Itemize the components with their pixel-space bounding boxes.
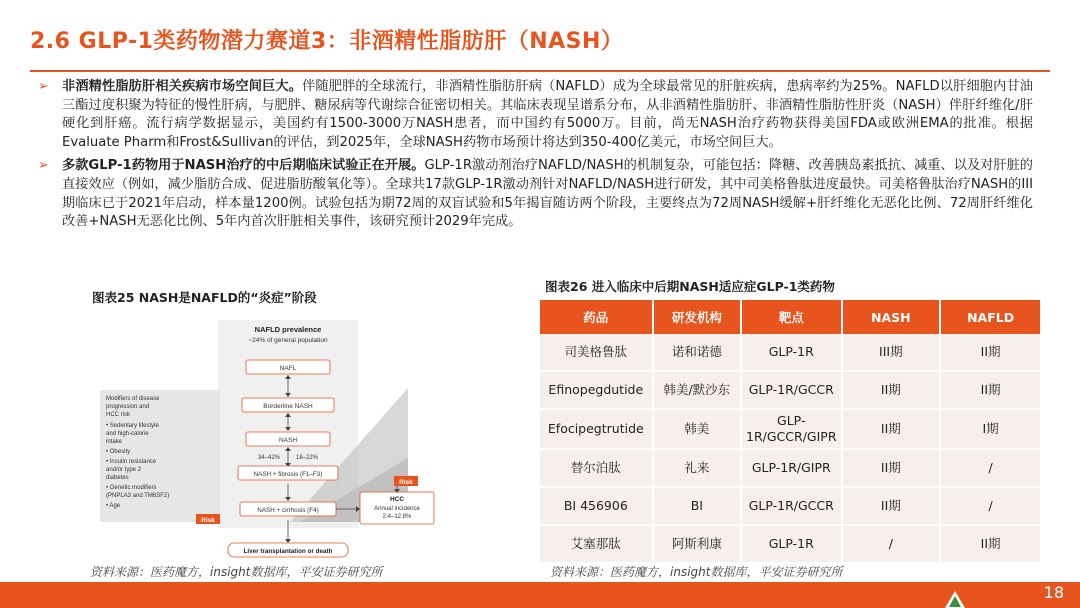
stage-label: NASH + fibrosis (F1–F3) bbox=[253, 471, 323, 478]
table-cell: GLP-1R/GCCR/GIPR bbox=[742, 410, 842, 450]
table-header-cell: 研发机构 bbox=[654, 300, 742, 334]
table-cell: / bbox=[941, 488, 1040, 526]
glp1-nash-drug-table bbox=[540, 300, 1040, 564]
table-row bbox=[540, 488, 1040, 526]
table-header-row bbox=[540, 300, 1040, 334]
stage-label: NASH bbox=[278, 437, 298, 444]
table-cell: GLP-1R bbox=[742, 334, 842, 372]
table-cell: II期 bbox=[941, 526, 1040, 564]
table-row bbox=[540, 334, 1040, 372]
arrow-bullet-icon: ➢ bbox=[38, 158, 49, 174]
table-cell: BI 456906 bbox=[540, 488, 654, 526]
table-header-cell: 靶点 bbox=[742, 300, 842, 334]
bullet-item bbox=[38, 78, 1033, 152]
progression-percent-left: 34–42% bbox=[257, 455, 280, 461]
table-cell: Efocipegtrutide bbox=[540, 410, 654, 450]
bullet-list bbox=[38, 78, 1033, 237]
table-cell: III期 bbox=[843, 334, 942, 372]
figure25-source: 资料来源：医药魔方，insight数据库，平安证券研究所 bbox=[90, 565, 383, 579]
figure26-caption: 图表26 进入临床中后期NASH适应症GLP-1类药物 bbox=[545, 279, 835, 294]
figure26-source: 资料来源：医药魔方，insight数据库，平安证券研究所 bbox=[550, 565, 843, 579]
liver-transplant-label: Liver transplantation or death bbox=[243, 548, 333, 555]
table-row bbox=[540, 450, 1040, 488]
table-cell: 艾塞那肽 bbox=[540, 526, 654, 564]
table-cell: II期 bbox=[843, 488, 942, 526]
table-cell: 韩美/默沙东 bbox=[654, 372, 742, 410]
table-row bbox=[540, 410, 1040, 450]
table-cell: 礼来 bbox=[654, 450, 742, 488]
table-cell: II期 bbox=[941, 334, 1040, 372]
table-header-cell: NAFLD bbox=[941, 300, 1040, 334]
table-cell: 韩美 bbox=[654, 410, 742, 450]
page-title: 2.6 GLP-1类药物潜力赛道3：非酒精性脂肪肝（NASH） bbox=[30, 29, 624, 54]
bullet-item bbox=[38, 157, 1033, 231]
title-divider bbox=[30, 70, 1050, 72]
progression-percent-right: 18–22% bbox=[296, 455, 319, 461]
stage-label: Borderline NASH bbox=[263, 403, 313, 410]
table-cell: 诺和诺德 bbox=[654, 334, 742, 372]
table-cell: GLP-1R/GCCR bbox=[742, 488, 842, 526]
table-row bbox=[540, 372, 1040, 410]
stage-label: NAFL bbox=[279, 365, 297, 372]
prevalence-subtitle: ~24% of general population bbox=[248, 337, 328, 344]
table-cell: GLP-1R/GCCR bbox=[742, 372, 842, 410]
table-cell: II期 bbox=[941, 372, 1040, 410]
page-number: 18 bbox=[1043, 583, 1064, 602]
hcc-incidence: 2.4–12.8% bbox=[382, 514, 412, 520]
modifiers-list: Modifiers of disease progression and HCC risk • Sedentary lifestyle and high-calorie intake • Obesity • Insulin resistance and/or type 2 diabetes • Genetic modifiers (PNPLA3 and TM6SF2) • Age bbox=[106, 396, 170, 509]
table-cell: II期 bbox=[843, 372, 942, 410]
table-cell: 司美格鲁肽 bbox=[540, 334, 654, 372]
table-cell: II期 bbox=[843, 450, 942, 488]
table-cell: II期 bbox=[843, 410, 942, 450]
table-cell: 阿斯利康 bbox=[654, 526, 742, 564]
table-cell: I期 bbox=[941, 410, 1040, 450]
footer-bar bbox=[0, 582, 1080, 608]
hcc-title: HCC bbox=[389, 496, 405, 503]
table-cell: GLP-1R bbox=[742, 526, 842, 564]
bullet-text: 伴随肥胖的全球流行，非酒精性脂肪肝病（NAFLD）成为全球最常见的肝脏疾病，患病率约为25%。NAFLD以肝细胞内甘油三酯过度积聚为特征的慢性肝病，与肥胖、糖尿病等代谢综合征密切相关。其临床表现呈谱系分布，从非酒精性脂肪肝、非酒精性脂肪性肝炎（NASH）伴肝纤维化/肝硬化到肝癌。流行病学数据显示，美国约有1500-3000万NASH患者，而中国约有5000万。目前，尚无NASH治疗药物获得美国FDA或欧洲EMA的批准。根据Evaluate Pharm和Frost&Sullivan的评估，到2025年，全球NASH药物市场预计将达到350-400亿美元，市场空间巨大。 bbox=[62, 79, 1033, 150]
risk-label: Risk bbox=[399, 479, 413, 486]
table-row bbox=[540, 526, 1040, 564]
nafld-progression-diagram bbox=[100, 318, 480, 564]
table-header-cell: NASH bbox=[843, 300, 942, 334]
table-cell: / bbox=[843, 526, 942, 564]
stage-label: NASH + cirrhosis (F4) bbox=[257, 507, 319, 514]
figure25-caption: 图表25 NASH是NAFLD的“炎症”阶段 bbox=[92, 290, 317, 305]
table-cell: / bbox=[941, 450, 1040, 488]
hcc-subtitle: Annual incidence bbox=[374, 506, 420, 512]
table-cell: 替尔泊肽 bbox=[540, 450, 654, 488]
logo-icon bbox=[944, 590, 966, 608]
bullet-lead: 非酒精性脂肪肝相关疾病市场空间巨大。 bbox=[62, 79, 303, 94]
table-header-cell: 药品 bbox=[540, 300, 654, 334]
table-cell: BI bbox=[654, 488, 742, 526]
prevalence-title: NAFLD prevalence bbox=[254, 325, 322, 334]
table-cell: GLP-1R/GIPR bbox=[742, 450, 842, 488]
risk-label: Risk bbox=[201, 517, 215, 524]
bullet-lead: 多款GLP-1药物用于NASH治疗的中后期临床试验正在开展。 bbox=[62, 158, 425, 174]
arrow-bullet-icon: ➢ bbox=[38, 79, 49, 94]
table-cell: Efinopegdutide bbox=[540, 372, 654, 410]
bullet-text: GLP-1R激动剂治疗NAFLD/NASH的机制复杂，可能包括：降糖、改善胰岛素抵抗、减重、以及对肝脏的直接效应（例如，减少脂肪合成、促进脂肪酸氧化等）。全球共17款GLP-1R激动剂针对NAFLD/NASH进行研发，其中司美格鲁肽进度最快。司美格鲁肽治疗NASH的III期临床已于2021年启动，样本量1200例。试验包括为期72周的双盲试验和5年揭盲随访两个阶段，主要终点为72周NASH缓解+肝纤维化无恶化比例、72周肝纤维化改善+NASH无恶化比例、5年内首次肝脏相关事件，该研究预计2029年完成。 bbox=[62, 158, 1033, 230]
